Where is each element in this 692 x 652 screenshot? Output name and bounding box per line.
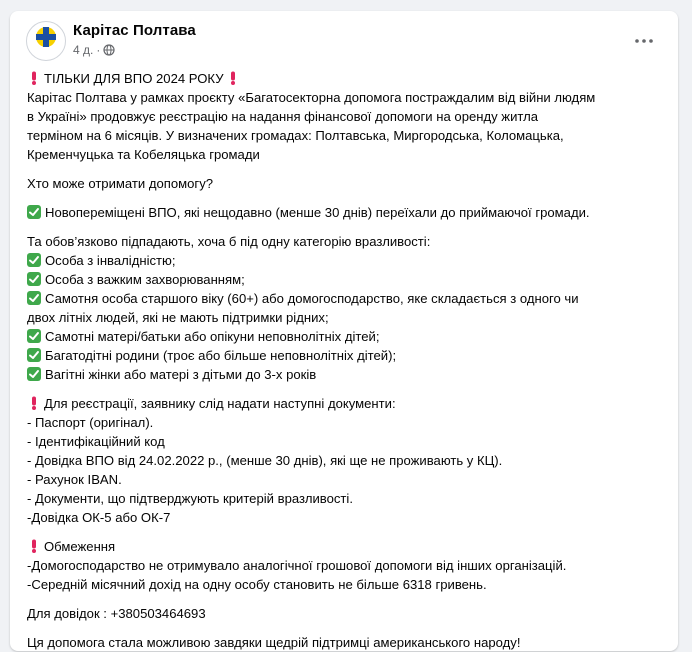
category-item xyxy=(27,270,668,289)
globe-icon xyxy=(103,44,115,56)
category-item xyxy=(27,327,668,346)
category-item xyxy=(27,289,668,308)
category-text: Особа з інвалідністю; xyxy=(45,253,176,268)
category-item xyxy=(27,251,668,270)
eligible-main xyxy=(27,203,668,222)
contact-line: Для довідок : +380503464693 xyxy=(27,606,206,621)
category-text: Багатодітні родини (троє або більше неповнолітніх дітей); xyxy=(45,348,397,363)
limits-title: Обмеження xyxy=(44,539,116,554)
limit-item: -Середній місячний дохід на одну особу становить не більше 6318 гривень. xyxy=(27,577,487,592)
category-item xyxy=(27,346,668,365)
category-text: Самотня особа старшого віку (60+) або домогосподарство, яке складається з одного чи xyxy=(45,291,579,306)
caritas-logo xyxy=(27,22,65,60)
post-time[interactable]: 4 д. xyxy=(73,43,94,57)
doc-item: -Довідка ОК-5 або ОК-7 xyxy=(27,510,171,525)
checkmark-icon xyxy=(27,348,41,362)
docs-intro-line xyxy=(27,394,668,413)
post-content xyxy=(27,69,668,652)
exclamation-icon xyxy=(226,71,240,85)
vulnerability-intro: Та обов’язково підпадають, хоча б під одну категорію вразливості: xyxy=(27,234,431,249)
post-header xyxy=(26,21,662,65)
checkmark-icon xyxy=(27,367,41,381)
intro-line: Кременчуцька та Кобеляцька громади xyxy=(27,147,260,162)
eligible-main-text: Новопереміщені ВПО, які нещодавно (менше 30 днів) переїхали до приймаючої громади. xyxy=(45,205,590,220)
more-options-button[interactable] xyxy=(626,23,662,59)
category-text: Самотні матері/батьки або опікуни неповнолітніх дітей; xyxy=(45,329,380,344)
category-item xyxy=(27,365,668,384)
category-text: Вагітні жінки або матері з дітьми до 3-х років xyxy=(45,367,317,382)
checkmark-icon xyxy=(27,291,41,305)
meta-separator: · xyxy=(96,43,101,57)
checkmark-icon xyxy=(27,205,41,219)
headline-line xyxy=(27,69,668,88)
limits-title-line xyxy=(27,537,668,556)
doc-item: - Довідка ВПО від 24.02.2022 р., (менше 30 днів), які ще не проживають у КЦ). xyxy=(27,453,503,468)
intro-line: Карітас Полтава у рамках проєкту «Багатосекторна допомога постраждалим від війни людям xyxy=(27,90,596,105)
checkmark-icon xyxy=(27,253,41,267)
intro-line: в Україні» продовжує реєстрацію на надання фінансової допомоги на оренду житла xyxy=(27,109,539,124)
exclamation-icon xyxy=(27,539,41,553)
intro-line: терміном на 6 місяців. У визначених громадах: Полтавська, Миргородська, Коломацька, xyxy=(27,128,564,143)
exclamation-icon xyxy=(27,71,41,85)
more-options-icon xyxy=(635,39,653,43)
headline: ТІЛЬКИ ДЛЯ ВПО 2024 РОКУ xyxy=(44,71,224,86)
avatar[interactable] xyxy=(26,21,66,61)
checkmark-icon xyxy=(27,272,41,286)
doc-item: - Паспорт (оригінал). xyxy=(27,415,154,430)
author-name[interactable]: Карітас Полтава xyxy=(73,22,196,39)
who-question: Хто може отримати допомогу? xyxy=(27,176,214,191)
doc-item: - Ідентифікаційний код xyxy=(27,434,165,449)
limit-item: -Домогосподарство не отримувало аналогічної грошової допомоги від інших організацій. xyxy=(27,558,567,573)
category-text: Особа з важким захворюванням; xyxy=(45,272,245,287)
exclamation-icon xyxy=(27,396,41,410)
checkmark-icon xyxy=(27,329,41,343)
post-meta xyxy=(73,43,115,57)
doc-item: - Рахунок IBAN. xyxy=(27,472,122,487)
post-card xyxy=(10,11,678,651)
thanks-line: Ця допомога стала можливою завдяки щедрій підтримці американського народу! xyxy=(27,635,521,650)
doc-item: - Документи, що підтверджують критерій вразливості. xyxy=(27,491,353,506)
docs-intro: Для реєстрації, заявнику слід надати наступні документи: xyxy=(44,396,396,411)
category-continuation: двох літніх людей, які не мають підтримки рідних; xyxy=(27,310,329,325)
